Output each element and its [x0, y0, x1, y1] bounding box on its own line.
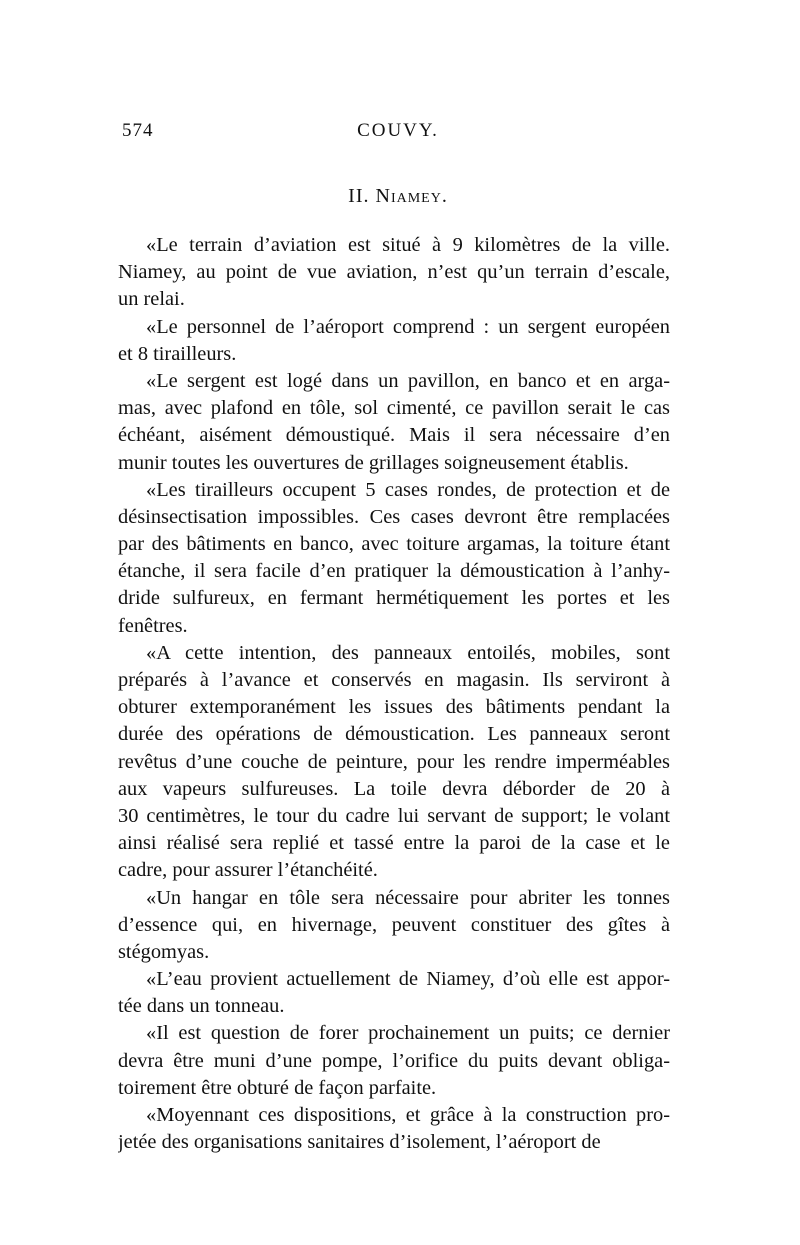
text-line: jetée des organisations sanitaires d’isolement, l’aéroport de — [118, 1131, 601, 1154]
text-line: désinsectisation impossibles. Ces cases devront être remplacées — [118, 505, 670, 528]
body-text — [118, 232, 670, 1156]
text-line: cadre, pour assurer l’étanchéité. — [118, 859, 378, 882]
text-line: «L’eau provient actuellement de Niamey, d’où elle est appor- — [146, 968, 670, 991]
text-line: d’essence qui, en hivernage, peuvent constituer des gîtes à — [118, 913, 670, 936]
paragraph — [118, 1102, 670, 1156]
text-line: un relai. — [118, 288, 185, 311]
paragraph — [118, 477, 670, 640]
text-line: ainsi réalisé sera replié et tassé entre la paroi de la case et le — [118, 832, 670, 855]
page-number: 574 — [122, 120, 154, 141]
text-line: «Un hangar en tôle sera nécessaire pour abriter les tonnes — [146, 886, 670, 909]
text-line: par des bâtiments en banco, avec toiture argamas, la toiture étant — [118, 533, 670, 556]
text-line: 30 centimètres, le tour du cadre lui servant de support; le volant — [118, 804, 670, 827]
text-line: préparés à l’avance et conservés en magasin. Ils serviront à — [118, 669, 670, 691]
text-line: «Les tirailleurs occupent 5 cases rondes, de protection et de — [146, 478, 670, 501]
text-line: Niamey, au point de vue aviation, n’est qu’un terrain d’escale, — [118, 261, 670, 284]
text-line: aux vapeurs sulfureuses. La toile devra déborder de 20 à — [118, 777, 670, 800]
text-line: munir toutes les ouvertures de grillages soigneusement établis. — [118, 451, 629, 474]
text-line: devra être muni d’une pompe, l’orifice du puits devant obliga- — [118, 1049, 670, 1072]
paragraph — [118, 1020, 670, 1102]
text-line: et 8 tirailleurs. — [118, 342, 237, 365]
text-line: dride sulfureux, en fermant hermétiquement les portes et les — [118, 587, 670, 610]
running-head: COUVY. — [357, 120, 439, 141]
paragraph — [118, 640, 670, 885]
paragraph — [118, 885, 670, 967]
text-line: échéant, aisément démoustiqué. Mais il sera nécessaire d’en — [118, 424, 670, 447]
text-line: «Il est question de forer prochainement un puits; ce dernier — [146, 1022, 670, 1045]
text-line: «Moyennant ces dispositions, et grâce à la construction pro- — [146, 1104, 670, 1126]
text-line: «Le sergent est logé dans un pavillon, en banco et en arga- — [146, 369, 670, 392]
text-line: obturer extemporanément les issues des bâtiments pendant la — [118, 696, 670, 719]
section-title: Niamey. — [375, 185, 448, 207]
page-header — [118, 120, 678, 144]
text-line: mas, avec plafond en tôle, sol cimenté, ce pavillon serait le cas — [118, 397, 670, 420]
text-line: «A cette intention, des panneaux entoilés, mobiles, sont — [146, 641, 670, 664]
text-line: tée dans un tonneau. — [118, 995, 285, 1018]
text-line: «Le personnel de l’aéroport comprend : un sergent européen — [146, 315, 670, 338]
text-line: durée des opérations de démoustication. Les panneaux seront — [118, 723, 670, 746]
section-number: II. — [348, 185, 370, 207]
paragraph — [118, 232, 670, 314]
paragraph — [118, 966, 670, 1020]
paragraph — [118, 368, 670, 477]
text-line: stégomyas. — [118, 940, 210, 963]
text-line: étanche, il sera facile d’en pratiquer la démoustication à l’anhy- — [118, 560, 670, 583]
text-line: fenêtres. — [118, 614, 188, 637]
text-line: toirement être obturé de façon parfaite. — [118, 1076, 437, 1099]
paragraph — [118, 314, 670, 368]
section-heading — [118, 185, 678, 208]
text-line: revêtus d’une couche de peinture, pour les rendre imperméables — [118, 750, 670, 773]
text-line: «Le terrain d’aviation est situé à 9 kilomètres de la ville. — [146, 234, 670, 256]
